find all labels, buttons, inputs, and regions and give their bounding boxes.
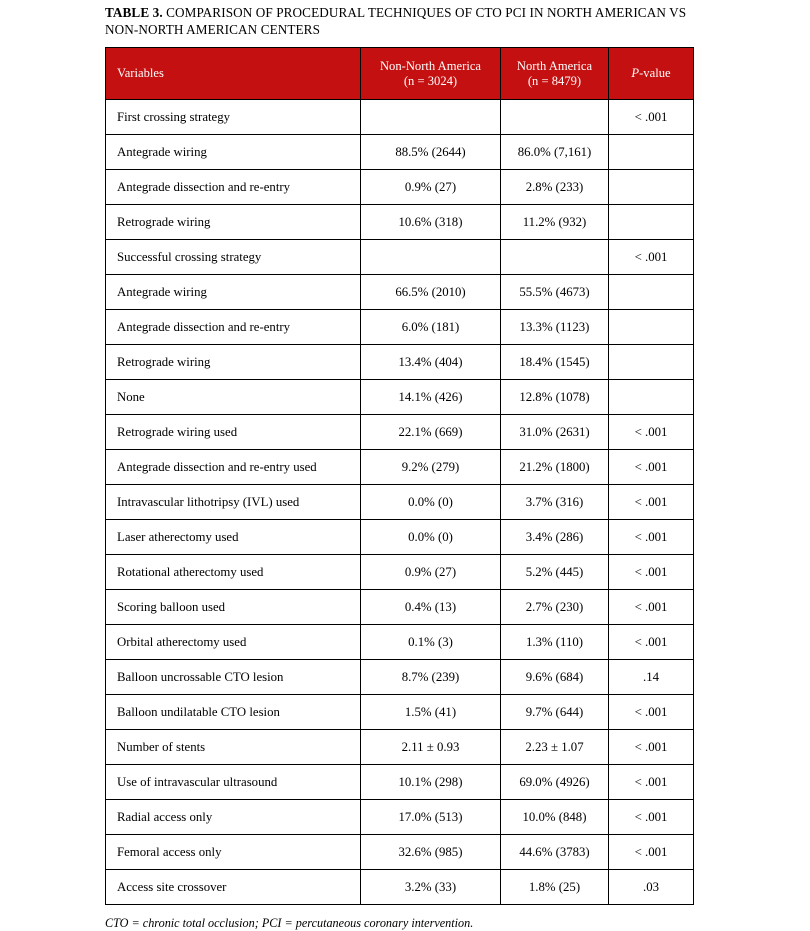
cell-non-north-america: 10.1% (298) (361, 765, 501, 800)
table-row (106, 555, 694, 590)
p-value-italic-p: P (631, 66, 640, 80)
cell-p-value: < .001 (609, 765, 694, 800)
table-row (106, 275, 694, 310)
table-body (106, 100, 694, 905)
table-row (106, 205, 694, 240)
table-title-text: COMPARISON OF PROCEDURAL TECHNIQUES OF CTO PCI IN NORTH AMERICAN VS NON-NORTH AMERICAN CENTERS (105, 5, 687, 37)
cell-p-value (609, 205, 694, 240)
cell-non-north-america: 1.5% (41) (361, 695, 501, 730)
cell-north-america: 21.2% (1800) (501, 450, 609, 485)
cell-variable: Antegrade wiring (106, 275, 361, 310)
cell-variable: Scoring balloon used (106, 590, 361, 625)
column-header-non-north-america (361, 48, 501, 100)
cell-p-value: < .001 (609, 520, 694, 555)
table-footnote: CTO = chronic total occlusion; PCI = percutaneous coronary intervention. (105, 916, 474, 930)
cell-p-value: < .001 (609, 835, 694, 870)
table-number-label: TABLE 3. (105, 5, 163, 20)
cell-variable: Retrograde wiring (106, 345, 361, 380)
cell-north-america: 1.3% (110) (501, 625, 609, 660)
column-header-variables: Variables (106, 48, 361, 100)
column-header-north-america (501, 48, 609, 100)
cell-north-america: 3.7% (316) (501, 485, 609, 520)
cell-non-north-america: 0.4% (13) (361, 590, 501, 625)
cell-north-america: 5.2% (445) (501, 555, 609, 590)
table-row (106, 800, 694, 835)
cell-non-north-america: 2.11 ± 0.93 (361, 730, 501, 765)
cell-variable: Radial access only (106, 800, 361, 835)
cell-non-north-america: 10.6% (318) (361, 205, 501, 240)
cell-p-value: < .001 (609, 485, 694, 520)
cell-p-value: .14 (609, 660, 694, 695)
cell-p-value: < .001 (609, 590, 694, 625)
cell-variable: None (106, 380, 361, 415)
table-row (106, 730, 694, 765)
cell-p-value (609, 170, 694, 205)
cell-variable: Intravascular lithotripsy (IVL) used (106, 485, 361, 520)
cell-non-north-america: 0.9% (27) (361, 170, 501, 205)
cell-non-north-america: 88.5% (2644) (361, 135, 501, 170)
cell-non-north-america: 6.0% (181) (361, 310, 501, 345)
table-row (106, 695, 694, 730)
table-row (106, 870, 694, 905)
cell-north-america: 44.6% (3783) (501, 835, 609, 870)
cell-north-america: 3.4% (286) (501, 520, 609, 555)
cell-non-north-america (361, 240, 501, 275)
cell-variable: Retrograde wiring used (106, 415, 361, 450)
table-header (106, 48, 694, 100)
cell-variable: Number of stents (106, 730, 361, 765)
cell-non-north-america: 9.2% (279) (361, 450, 501, 485)
cell-north-america (501, 240, 609, 275)
cell-p-value (609, 310, 694, 345)
cell-p-value: < .001 (609, 730, 694, 765)
cell-north-america: 2.8% (233) (501, 170, 609, 205)
table-row (106, 415, 694, 450)
cell-north-america: 2.7% (230) (501, 590, 609, 625)
table-row (106, 520, 694, 555)
cell-variable: Balloon uncrossable CTO lesion (106, 660, 361, 695)
cell-north-america: 86.0% (7,161) (501, 135, 609, 170)
cell-variable: Use of intravascular ultrasound (106, 765, 361, 800)
cell-p-value: < .001 (609, 100, 694, 135)
cell-non-north-america: 22.1% (669) (361, 415, 501, 450)
cell-non-north-america: 0.0% (0) (361, 520, 501, 555)
cell-variable: Balloon undilatable CTO lesion (106, 695, 361, 730)
cell-north-america: 9.6% (684) (501, 660, 609, 695)
cell-p-value (609, 380, 694, 415)
p-value-suffix: -value (639, 66, 671, 80)
column-header-non-north-america-line1: Non-North America (379, 58, 482, 73)
table-row (106, 310, 694, 345)
cell-variable: Antegrade wiring (106, 135, 361, 170)
cell-p-value: < .001 (609, 240, 694, 275)
table-row (106, 835, 694, 870)
cell-variable: Antegrade dissection and re-entry (106, 310, 361, 345)
cell-variable: Rotational atherectomy used (106, 555, 361, 590)
table-row (106, 240, 694, 275)
cell-north-america: 12.8% (1078) (501, 380, 609, 415)
cell-non-north-america: 14.1% (426) (361, 380, 501, 415)
cell-non-north-america: 8.7% (239) (361, 660, 501, 695)
cell-variable: Access site crossover (106, 870, 361, 905)
table-row (106, 135, 694, 170)
column-header-p-value (609, 48, 694, 100)
cell-p-value (609, 345, 694, 380)
table-row (106, 100, 694, 135)
cell-north-america: 13.3% (1123) (501, 310, 609, 345)
cell-north-america: 55.5% (4673) (501, 275, 609, 310)
cell-p-value: < .001 (609, 415, 694, 450)
cell-non-north-america: 0.0% (0) (361, 485, 501, 520)
cell-non-north-america: 0.1% (3) (361, 625, 501, 660)
cell-p-value (609, 135, 694, 170)
cell-p-value (609, 275, 694, 310)
cell-variable: Femoral access only (106, 835, 361, 870)
cell-p-value: < .001 (609, 450, 694, 485)
cell-non-north-america: 3.2% (33) (361, 870, 501, 905)
cell-north-america: 9.7% (644) (501, 695, 609, 730)
table-row (106, 485, 694, 520)
cell-variable: Antegrade dissection and re-entry (106, 170, 361, 205)
cell-variable: Antegrade dissection and re-entry used (106, 450, 361, 485)
cell-p-value: < .001 (609, 695, 694, 730)
cell-north-america: 69.0% (4926) (501, 765, 609, 800)
procedural-techniques-table (105, 47, 694, 905)
cell-p-value: < .001 (609, 625, 694, 660)
table-row (106, 170, 694, 205)
column-header-non-north-america-line2: (n = 3024) (403, 73, 458, 88)
cell-non-north-america (361, 100, 501, 135)
column-header-north-america-line2: (n = 8479) (527, 73, 582, 88)
cell-north-america: 11.2% (932) (501, 205, 609, 240)
cell-north-america (501, 100, 609, 135)
table-row (106, 380, 694, 415)
cell-p-value: < .001 (609, 800, 694, 835)
cell-variable: Orbital atherectomy used (106, 625, 361, 660)
cell-variable: First crossing strategy (106, 100, 361, 135)
table-row (106, 450, 694, 485)
column-header-north-america-line1: North America (516, 58, 593, 73)
cell-north-america: 10.0% (848) (501, 800, 609, 835)
cell-variable: Successful crossing strategy (106, 240, 361, 275)
cell-non-north-america: 66.5% (2010) (361, 275, 501, 310)
cell-p-value: .03 (609, 870, 694, 905)
cell-non-north-america: 13.4% (404) (361, 345, 501, 380)
cell-non-north-america: 32.6% (985) (361, 835, 501, 870)
table-row (106, 625, 694, 660)
cell-p-value: < .001 (609, 555, 694, 590)
cell-non-north-america: 17.0% (513) (361, 800, 501, 835)
cell-north-america: 1.8% (25) (501, 870, 609, 905)
cell-north-america: 31.0% (2631) (501, 415, 609, 450)
table-header-row (106, 48, 694, 100)
table-row (106, 345, 694, 380)
cell-variable: Laser atherectomy used (106, 520, 361, 555)
table-row (106, 765, 694, 800)
cell-north-america: 2.23 ± 1.07 (501, 730, 609, 765)
table-row (106, 660, 694, 695)
table-row (106, 590, 694, 625)
page-title (105, 4, 695, 38)
cell-non-north-america: 0.9% (27) (361, 555, 501, 590)
cell-variable: Retrograde wiring (106, 205, 361, 240)
cell-north-america: 18.4% (1545) (501, 345, 609, 380)
